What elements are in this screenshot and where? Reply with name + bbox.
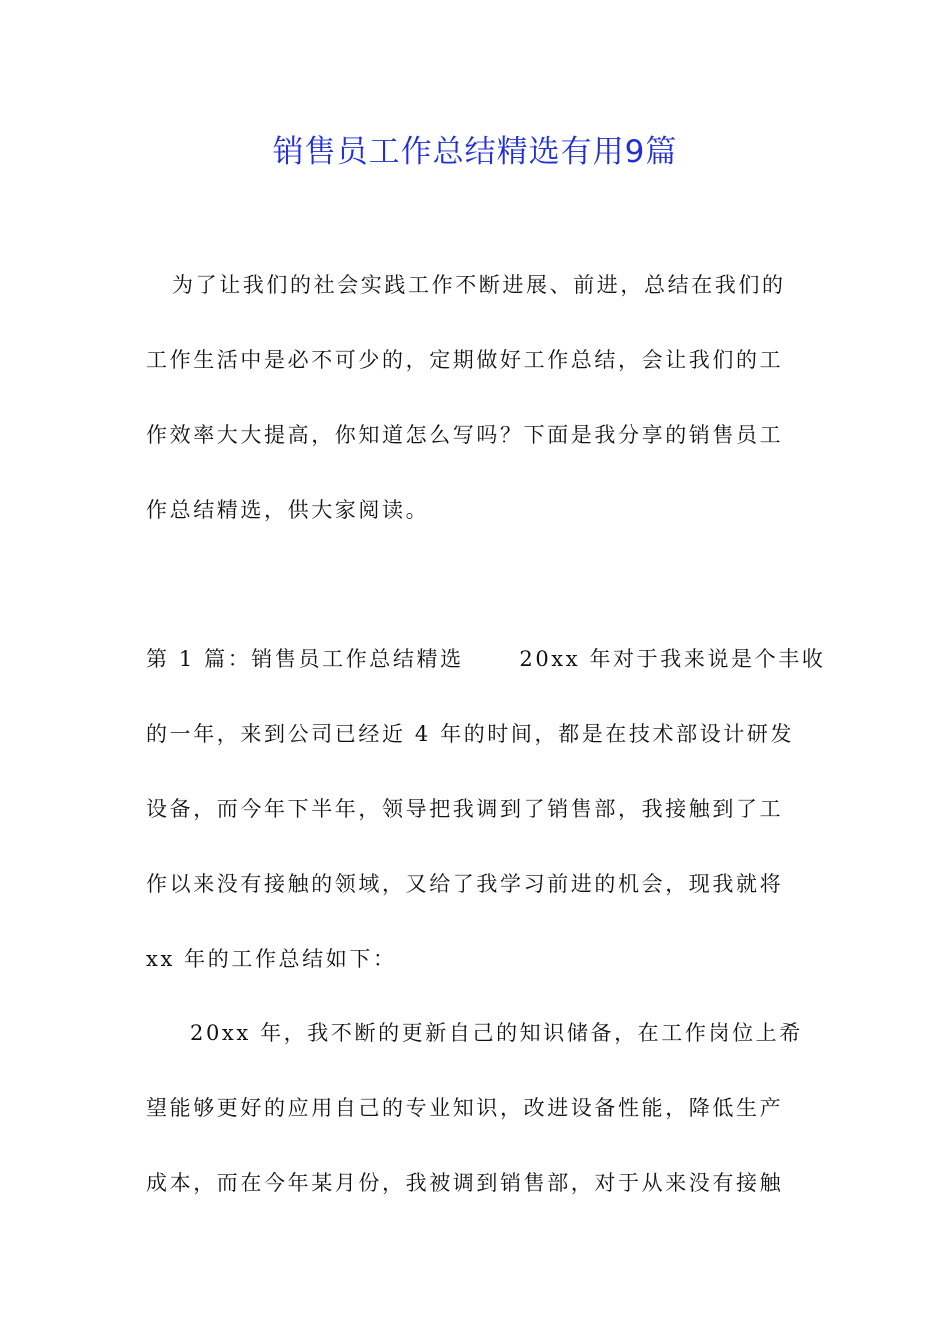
section-1-line-2: 的一年，来到公司已经近 4 年的时间，都是在技术部设计研发 (146, 722, 795, 746)
section-1-line-1: 第 1 篇：销售员工作总结精选 20xx 年对于我来说是个丰收 (146, 647, 826, 671)
intro-line-2: 工作生活中是必不可少的，定期做好工作总结，会让我们的工 (146, 348, 784, 372)
intro-line-3: 作效率大大提高，你知道怎么写吗？下面是我分享的销售员工 (146, 423, 784, 447)
paragraph-2-line-3: 成本，而在今年某月份，我被调到销售部，对于从来没有接触 (146, 1171, 784, 1195)
section-1-line-3: 设备，而今年下半年，领导把我调到了销售部，我接触到了工 (146, 797, 784, 821)
intro-line-4: 作总结精选，供大家阅读。 (146, 498, 430, 522)
intro-line-1: 为了让我们的社会实践工作不断进展、前进，总结在我们的 (172, 273, 786, 297)
paragraph-2-line-1: 20xx 年，我不断的更新自己的知识储备，在工作岗位上希 (190, 1021, 803, 1045)
paragraph-2-line-2: 望能够更好的应用自己的专业知识，改进设备性能，降低生产 (146, 1096, 784, 1120)
section-1-line-5: xx 年的工作总结如下： (146, 947, 397, 971)
section-1-line-4: 作以来没有接触的领域，又给了我学习前进的机会，现我就将 (146, 872, 784, 896)
document-title: 销售员工作总结精选有用9篇 (272, 134, 678, 170)
